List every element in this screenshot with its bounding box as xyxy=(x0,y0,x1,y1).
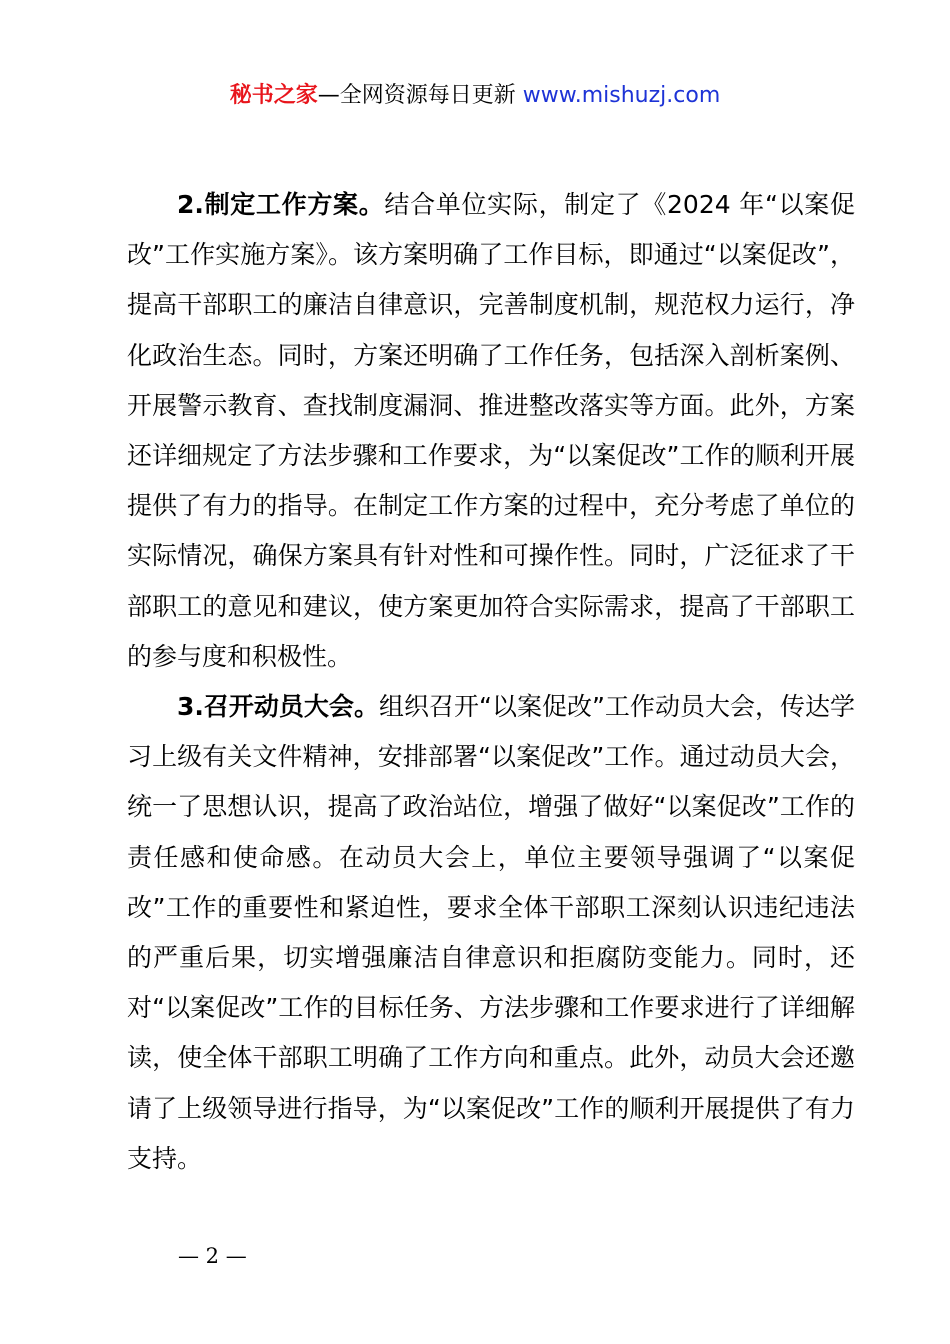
site-url-link[interactable]: www.mishuzj.com xyxy=(522,83,721,108)
paragraph-formulate-plan xyxy=(127,180,855,682)
brand-name: 秘书之家 xyxy=(229,83,318,108)
header-tagline: —全网资源每日更新 xyxy=(317,83,523,108)
paragraph-lead: 2.制定工作方案。 xyxy=(177,190,385,219)
paragraph-text: 结合单位实际，制定了《2024 年“以案促改”工作实施方案》。该方案明确了工作目标，即通过“以案促改”，提高干部职工的廉洁自律意识，完善制度机制，规范权力运行，净化政治生态。同时，方案还明确了工作任务，包括深入剖析案例、开展警示教育、查找制度漏洞、推进整改落实等方面。此外，方案还详细规定了方法步骤和工作要求，为“以案促改”工作的顺利开展提供了有力的指导。在制定工作方案的过程中，充分考虑了单位的实际情况，确保方案具有针对性和可操作性。同时，广泛征求了干部职工的意见和建议，使方案更加符合实际需求，提高了干部职工的参与度和积极性。 xyxy=(127,190,855,671)
document-body xyxy=(127,180,855,1184)
site-header xyxy=(0,80,950,112)
paragraph-lead: 3.召开动员大会。 xyxy=(177,692,379,722)
page-number: — 2 — xyxy=(178,1244,247,1268)
paragraph-text: 组织召开“以案促改”工作动员大会，传达学习上级有关文件精神，安排部署“以案促改”工作。通过动员大会，统一了思想认识，提高了政治站位，增强了做好“以案促改”工作的责任感和使命感。在动员大会上，单位主要领导强调了“以案促改”工作的重要性和紧迫性，要求全体干部职工深刻认识违纪违法的严重后果，切实增强廉洁自律意识和拒腐防变能力。同时，还对“以案促改”工作的目标任务、方法步骤和工作要求进行了详细解读，使全体干部职工明确了工作方向和重点。此外，动员大会还邀请了上级领导进行指导，为“以案促改”工作的顺利开展提供了有力支持。 xyxy=(127,692,855,1173)
paragraph-mobilization-meeting xyxy=(127,682,855,1184)
